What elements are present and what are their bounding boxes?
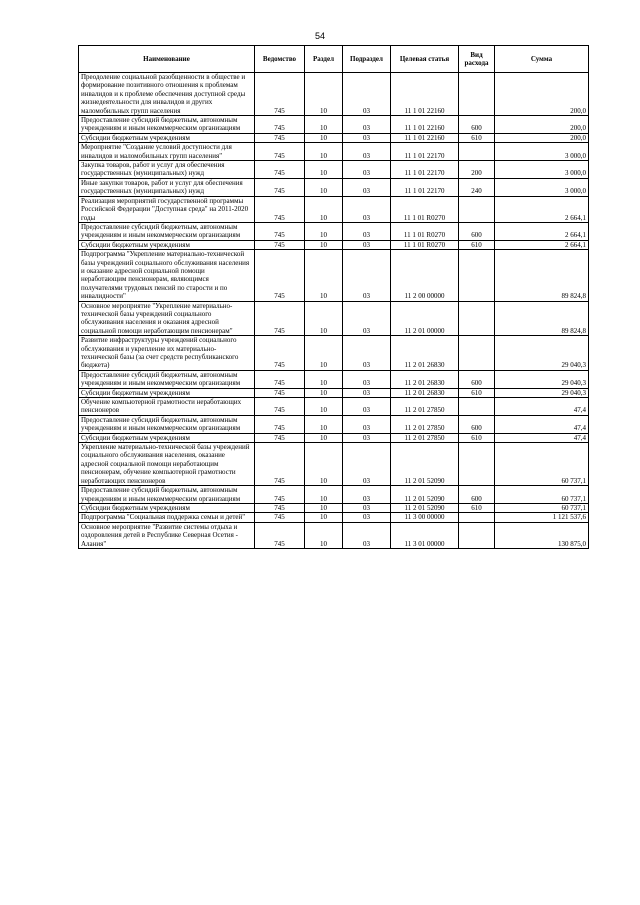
cell-target: 11 2 01 27850: [391, 433, 459, 442]
cell-dept: 745: [255, 486, 305, 504]
table-row: [79, 250, 589, 301]
cell-sum: 47,4: [495, 433, 589, 442]
cell-name: Реализация мероприятий государственной программы Российской Федерации "Доступная среда" на 2011-2020 годы: [79, 196, 255, 222]
cell-expense-type: [459, 250, 495, 301]
cell-section: 10: [305, 486, 343, 504]
col-header-target: Целевая статья: [391, 46, 459, 73]
cell-section: 10: [305, 161, 343, 179]
cell-subsection: 03: [343, 240, 391, 249]
cell-subsection: 03: [343, 388, 391, 397]
cell-expense-type: [459, 443, 495, 486]
cell-target: 11 3 00 00000: [391, 513, 459, 522]
cell-dept: 745: [255, 443, 305, 486]
cell-subsection: 03: [343, 398, 391, 416]
table-header-row: [79, 46, 589, 73]
cell-name: Предоставление субсидий бюджетным, автономным учреждениям и иным некоммерческим организациям: [79, 116, 255, 134]
cell-name: Мероприятие "Создание условий доступности для инвалидов и маломобильных групп населения": [79, 143, 255, 161]
cell-sum: 29 040,3: [495, 388, 589, 397]
cell-name: Основное мероприятие "Укрепление материально-технической базы учреждений социального обслуживания населения и оказания адресной социальной помощи неработающим пенсионерам": [79, 301, 255, 336]
cell-target: 11 1 01 R0270: [391, 222, 459, 240]
cell-sum: 3 000,0: [495, 178, 589, 196]
cell-dept: 745: [255, 503, 305, 512]
cell-sum: 60 737,1: [495, 443, 589, 486]
cell-expense-type: [459, 513, 495, 522]
cell-section: 10: [305, 433, 343, 442]
cell-expense-type: [459, 336, 495, 371]
cell-expense-type: 610: [459, 433, 495, 442]
cell-subsection: 03: [343, 336, 391, 371]
cell-subsection: 03: [343, 433, 391, 442]
cell-target: 11 2 01 00000: [391, 301, 459, 336]
cell-dept: 745: [255, 222, 305, 240]
table-row: [79, 116, 589, 134]
budget-table: [78, 45, 589, 549]
table-row: [79, 336, 589, 371]
cell-target: 11 1 01 22170: [391, 143, 459, 161]
cell-target: 11 1 01 22170: [391, 161, 459, 179]
cell-sum: 2 664,1: [495, 240, 589, 249]
cell-section: 10: [305, 398, 343, 416]
cell-dept: 745: [255, 250, 305, 301]
cell-dept: 745: [255, 415, 305, 433]
cell-expense-type: 610: [459, 503, 495, 512]
cell-section: 10: [305, 250, 343, 301]
cell-subsection: 03: [343, 196, 391, 222]
table-row: [79, 415, 589, 433]
cell-section: 10: [305, 522, 343, 548]
table-row: [79, 370, 589, 388]
cell-target: 11 2 01 27850: [391, 398, 459, 416]
cell-subsection: 03: [343, 161, 391, 179]
cell-expense-type: 610: [459, 133, 495, 142]
cell-name: Субсидии бюджетным учреждениям: [79, 133, 255, 142]
cell-subsection: 03: [343, 486, 391, 504]
table-row: [79, 301, 589, 336]
cell-sum: 60 737,1: [495, 486, 589, 504]
cell-name: Развитие инфраструктуры учреждений социального обслуживания и укрепление их материально-технической базы (за счет средств республиканского бюджета): [79, 336, 255, 371]
cell-target: 11 2 01 52090: [391, 443, 459, 486]
cell-subsection: 03: [343, 301, 391, 336]
cell-target: 11 2 01 52090: [391, 503, 459, 512]
cell-expense-type: 600: [459, 415, 495, 433]
cell-section: 10: [305, 370, 343, 388]
cell-subsection: 03: [343, 178, 391, 196]
table-row: [79, 73, 589, 116]
table-row: [79, 388, 589, 397]
cell-target: 11 2 01 52090: [391, 486, 459, 504]
cell-section: 10: [305, 336, 343, 371]
cell-name: Преодоление социальной разобщенности в обществе и формирование позитивного отношения к проблемам инвалидов и к проблеме обеспечения доступной среды жизнедеятельности для инвалидов и других маломобильных групп населения: [79, 73, 255, 116]
cell-subsection: 03: [343, 370, 391, 388]
table-row: [79, 522, 589, 548]
cell-subsection: 03: [343, 250, 391, 301]
cell-target: 11 2 01 26830: [391, 370, 459, 388]
cell-target: 11 1 01 22160: [391, 133, 459, 142]
cell-sum: 89 824,8: [495, 250, 589, 301]
table-row: [79, 178, 589, 196]
cell-dept: 745: [255, 240, 305, 249]
cell-sum: 29 040,3: [495, 370, 589, 388]
cell-expense-type: 600: [459, 222, 495, 240]
col-header-sum: Сумма: [495, 46, 589, 73]
cell-expense-type: [459, 196, 495, 222]
cell-dept: 745: [255, 388, 305, 397]
cell-target: 11 1 01 R0270: [391, 240, 459, 249]
table-row: [79, 143, 589, 161]
cell-section: 10: [305, 143, 343, 161]
cell-target: 11 1 01 22160: [391, 73, 459, 116]
cell-section: 10: [305, 503, 343, 512]
cell-subsection: 03: [343, 415, 391, 433]
cell-target: 11 2 00 00000: [391, 250, 459, 301]
cell-subsection: 03: [343, 513, 391, 522]
cell-target: 11 3 01 00000: [391, 522, 459, 548]
table-row: [79, 133, 589, 142]
cell-sum: 89 824,8: [495, 301, 589, 336]
cell-expense-type: [459, 522, 495, 548]
table-row: [79, 161, 589, 179]
cell-name: Подпрограмма "Укрепление материально-технической базы учреждений социального обслуживания населения и оказание адресной социальной помощи неработающим пенсионерам, являющимся получателями трудовых пенсий по старости и по инвалидности": [79, 250, 255, 301]
page-number: 54: [314, 31, 325, 41]
table-row: [79, 222, 589, 240]
cell-section: 10: [305, 196, 343, 222]
cell-dept: 745: [255, 370, 305, 388]
table-row: [79, 503, 589, 512]
cell-expense-type: [459, 143, 495, 161]
cell-sum: 130 875,0: [495, 522, 589, 548]
table-body: [79, 73, 589, 549]
cell-sum: 2 664,1: [495, 222, 589, 240]
table-row: [79, 443, 589, 486]
cell-section: 10: [305, 222, 343, 240]
cell-subsection: 03: [343, 522, 391, 548]
cell-dept: 745: [255, 161, 305, 179]
cell-dept: 745: [255, 73, 305, 116]
col-header-section: Раздел: [305, 46, 343, 73]
cell-expense-type: 610: [459, 240, 495, 249]
cell-section: 10: [305, 513, 343, 522]
cell-dept: 745: [255, 398, 305, 416]
cell-name: Субсидии бюджетным учреждениям: [79, 433, 255, 442]
cell-subsection: 03: [343, 143, 391, 161]
cell-name: Подпрограмма "Социальная поддержка семьи и детей": [79, 513, 255, 522]
cell-dept: 745: [255, 433, 305, 442]
cell-section: 10: [305, 301, 343, 336]
cell-sum: 60 737,1: [495, 503, 589, 512]
cell-expense-type: 240: [459, 178, 495, 196]
cell-sum: 3 000,0: [495, 143, 589, 161]
cell-section: 10: [305, 415, 343, 433]
cell-expense-type: 600: [459, 370, 495, 388]
cell-sum: 200,0: [495, 116, 589, 134]
cell-sum: 200,0: [495, 133, 589, 142]
cell-expense-type: 600: [459, 486, 495, 504]
cell-section: 10: [305, 73, 343, 116]
cell-name: Предоставление субсидий бюджетным, автономным учреждениям и иным некоммерческим организациям: [79, 222, 255, 240]
cell-dept: 745: [255, 133, 305, 142]
cell-subsection: 03: [343, 222, 391, 240]
col-header-dept: Ведомство: [255, 46, 305, 73]
cell-section: 10: [305, 388, 343, 397]
cell-name: Предоставление субсидий бюджетным, автономным учреждениям и иным некоммерческим организациям: [79, 415, 255, 433]
cell-expense-type: 200: [459, 161, 495, 179]
cell-dept: 745: [255, 116, 305, 134]
table-row: [79, 240, 589, 249]
cell-expense-type: 610: [459, 388, 495, 397]
cell-name: Предоставление субсидий бюджетным, автономным учреждениям и иным некоммерческим организациям: [79, 486, 255, 504]
cell-name: Укрепление материально-технической базы учреждений социального обслуживания населения, оказание адресной социальной помощи неработающим пенсионерам, обучение компьютерной грамотности неработающих пенсионеров: [79, 443, 255, 486]
table-row: [79, 513, 589, 522]
cell-sum: 3 000,0: [495, 161, 589, 179]
cell-name: Обучение компьютерной грамотности неработающих пенсионеров: [79, 398, 255, 416]
cell-subsection: 03: [343, 133, 391, 142]
table-row: [79, 433, 589, 442]
cell-section: 10: [305, 178, 343, 196]
cell-section: 10: [305, 443, 343, 486]
cell-name: Субсидии бюджетным учреждениям: [79, 388, 255, 397]
cell-dept: 745: [255, 513, 305, 522]
cell-dept: 745: [255, 336, 305, 371]
cell-sum: 29 040,3: [495, 336, 589, 371]
cell-dept: 745: [255, 196, 305, 222]
cell-name: Субсидии бюджетным учреждениям: [79, 240, 255, 249]
cell-target: 11 2 01 26830: [391, 336, 459, 371]
cell-subsection: 03: [343, 443, 391, 486]
cell-subsection: 03: [343, 503, 391, 512]
cell-subsection: 03: [343, 73, 391, 116]
cell-name: Основное мероприятие "Развитие системы отдыха и оздоровления детей в Республике Северная Осетия - Алания": [79, 522, 255, 548]
cell-target: 11 2 01 26830: [391, 388, 459, 397]
cell-sum: 200,0: [495, 73, 589, 116]
col-header-expense-type: Вид расхода: [459, 46, 495, 73]
cell-dept: 745: [255, 143, 305, 161]
cell-expense-type: [459, 398, 495, 416]
cell-section: 10: [305, 240, 343, 249]
cell-expense-type: [459, 301, 495, 336]
cell-name: Предоставление субсидий бюджетным, автономным учреждениям и иным некоммерческим организациям: [79, 370, 255, 388]
cell-section: 10: [305, 116, 343, 134]
table-row: [79, 486, 589, 504]
cell-target: 11 1 01 22160: [391, 116, 459, 134]
cell-sum: 47,4: [495, 398, 589, 416]
cell-subsection: 03: [343, 116, 391, 134]
cell-sum: 47,4: [495, 415, 589, 433]
table-row: [79, 398, 589, 416]
cell-section: 10: [305, 133, 343, 142]
cell-target: 11 1 01 22170: [391, 178, 459, 196]
cell-sum: 1 121 537,6: [495, 513, 589, 522]
col-header-name: Наименование: [79, 46, 255, 73]
cell-target: 11 1 01 R0270: [391, 196, 459, 222]
col-header-subsection: Подраздел: [343, 46, 391, 73]
cell-name: Субсидии бюджетным учреждениям: [79, 503, 255, 512]
cell-target: 11 2 01 27850: [391, 415, 459, 433]
cell-expense-type: [459, 73, 495, 116]
cell-expense-type: 600: [459, 116, 495, 134]
cell-sum: 2 664,1: [495, 196, 589, 222]
table-row: [79, 196, 589, 222]
cell-name: Закупка товаров, работ и услуг для обеспечения государственных (муниципальных) нужд: [79, 161, 255, 179]
cell-name: Иные закупки товаров, работ и услуг для обеспечения государственных (муниципальных) нужд: [79, 178, 255, 196]
cell-dept: 745: [255, 301, 305, 336]
cell-dept: 745: [255, 178, 305, 196]
cell-dept: 745: [255, 522, 305, 548]
